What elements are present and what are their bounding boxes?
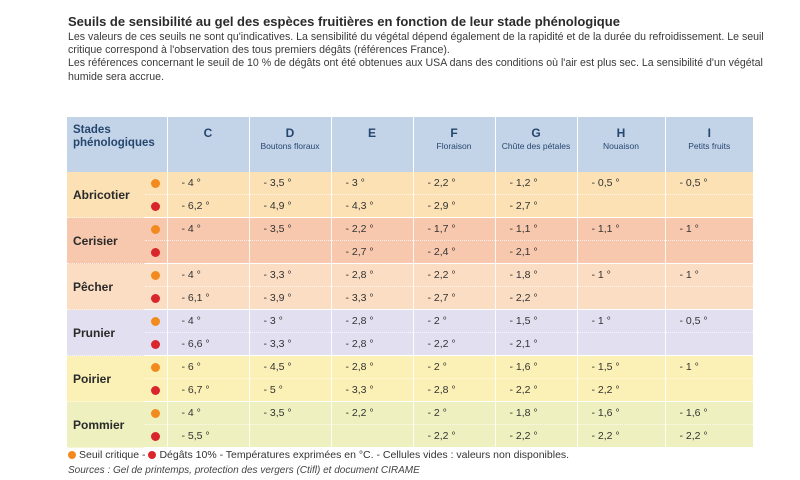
temperature-cell: - 1 ° <box>665 218 753 241</box>
temperature-cell <box>665 333 753 356</box>
table-row <box>67 287 753 310</box>
temperature-cell <box>665 195 753 218</box>
temperature-cell: - 4,3 ° <box>331 195 413 218</box>
critical-threshold-marker <box>145 172 167 195</box>
damage-dot-icon <box>151 386 160 395</box>
temperature-cell: - 2 ° <box>413 356 495 379</box>
temperature-cell: - 6,6 ° <box>167 333 249 356</box>
temperature-cell: - 1,2 ° <box>495 172 577 195</box>
temperature-cell: - 1,7 ° <box>413 218 495 241</box>
temperature-cell: - 3,3 ° <box>249 264 331 287</box>
stage-letter: H <box>616 126 626 140</box>
temperature-cell: - 6,7 ° <box>167 379 249 402</box>
table-body <box>67 172 753 448</box>
header-stage-h <box>577 117 665 172</box>
critical-threshold-marker <box>145 310 167 333</box>
temperature-cell: - 1,6 ° <box>665 402 753 425</box>
temperature-cell: - 2,7 ° <box>495 195 577 218</box>
damage-dot-icon <box>151 248 160 257</box>
temperature-cell: - 1,8 ° <box>495 264 577 287</box>
temperature-cell: - 0,5 ° <box>665 310 753 333</box>
temperature-cell <box>665 287 753 310</box>
species-name: Pêcher <box>67 264 145 310</box>
temperature-cell: - 6 ° <box>167 356 249 379</box>
sources-note: Sources : Gel de printemps, protection des vergers (Ctifl) et document CIRAME <box>68 465 420 476</box>
table-row <box>67 264 753 287</box>
temperature-cell: - 2,7 ° <box>331 241 413 264</box>
legend <box>68 449 768 461</box>
temperature-cell <box>665 241 753 264</box>
damage-threshold-marker <box>145 241 167 264</box>
temperature-cell: - 5,5 ° <box>167 425 249 448</box>
damage-threshold-marker <box>145 333 167 356</box>
temperature-cell: - 4,9 ° <box>249 195 331 218</box>
temperature-cell: - 1 ° <box>665 264 753 287</box>
temperature-cell: - 2,1 ° <box>495 333 577 356</box>
table-row <box>67 333 753 356</box>
temperature-cell: - 5 ° <box>249 379 331 402</box>
temperature-cell: - 2 ° <box>413 310 495 333</box>
intro-paragraph-2: Les références concernant le seuil de 10 % de dégâts ont été obtenues aux USA dans des conditions où l'air est plus sec. La sensibilité d'un végétal humide sera accrue. <box>68 57 763 83</box>
intro-paragraph-1: Les valeurs de ces seuils ne sont qu'indicatives. La sensibilité du végétal dépend également de la rapidité et de la durée du refroidissement. Le seuil critique correspond à l'observation des tous premiers dégâts (références France). <box>68 31 764 57</box>
temperature-cell: - 4 ° <box>167 218 249 241</box>
damage-threshold-marker <box>145 195 167 218</box>
critical-dot-icon <box>151 409 160 418</box>
temperature-cell: - 2,2 ° <box>495 379 577 402</box>
temperature-cell: - 4 ° <box>167 172 249 195</box>
temperature-cell: - 3,5 ° <box>249 172 331 195</box>
stage-name: Boutons floraux <box>260 141 320 151</box>
header-stage-g <box>495 117 577 172</box>
document-title: Seuils de sensibilité au gel des espèces fruitières en fonction de leur stade phénologique <box>68 14 620 29</box>
species-name: Poirier <box>67 356 145 402</box>
temperature-cell: - 3,9 ° <box>249 287 331 310</box>
temperature-cell <box>167 241 249 264</box>
temperature-cell: - 3,5 ° <box>249 402 331 425</box>
temperature-cell <box>577 241 665 264</box>
header-stage-i <box>665 117 753 172</box>
temperature-cell: - 2,2 ° <box>495 287 577 310</box>
temperature-cell: - 1 ° <box>577 264 665 287</box>
temperature-cell: - 2,8 ° <box>331 333 413 356</box>
critical-dot-icon <box>151 271 160 280</box>
species-name: Prunier <box>67 310 145 356</box>
temperature-cell: - 1,6 ° <box>577 402 665 425</box>
critical-dot-icon <box>151 363 160 372</box>
critical-dot-icon <box>151 179 160 188</box>
temperature-cell: - 1 ° <box>665 356 753 379</box>
frost-threshold-table <box>67 117 753 448</box>
table-header-row <box>67 117 753 172</box>
stage-letter: E <box>367 126 376 140</box>
temperature-cell: - 3,5 ° <box>249 218 331 241</box>
temperature-cell: - 1,6 ° <box>495 356 577 379</box>
critical-threshold-marker <box>145 264 167 287</box>
header-stage-c <box>167 117 249 172</box>
species-name: Pommier <box>67 402 145 448</box>
stage-letter: I <box>707 126 711 140</box>
critical-threshold-marker <box>145 218 167 241</box>
table-row <box>67 402 753 425</box>
temperature-cell: - 4 ° <box>167 264 249 287</box>
temperature-cell <box>577 287 665 310</box>
table-row <box>67 195 753 218</box>
stage-name: Chûte des pétales <box>501 141 571 151</box>
temperature-cell: - 2,2 ° <box>577 425 665 448</box>
temperature-cell: - 2,9 ° <box>413 195 495 218</box>
damage-threshold-marker <box>145 287 167 310</box>
temperature-cell: - 1,5 ° <box>495 310 577 333</box>
temperature-cell <box>249 241 331 264</box>
damage-threshold-marker <box>145 379 167 402</box>
legend-critical-label: Seuil critique - <box>79 449 149 461</box>
temperature-cell: - 3,3 ° <box>331 287 413 310</box>
damage-dot-icon <box>151 294 160 303</box>
temperature-cell: - 2,2 ° <box>495 425 577 448</box>
temperature-cell: - 2,8 ° <box>331 356 413 379</box>
stage-letter: C <box>203 126 213 140</box>
table-row <box>67 218 753 241</box>
temperature-cell: - 2,2 ° <box>331 402 413 425</box>
temperature-cell: - 2 ° <box>413 402 495 425</box>
species-name: Cerisier <box>67 218 145 264</box>
temperature-cell: - 2,2 ° <box>665 425 753 448</box>
temperature-cell: - 0,5 ° <box>665 172 753 195</box>
damage-dot-icon <box>151 202 160 211</box>
table-row <box>67 425 753 448</box>
critical-dot-icon <box>151 317 160 326</box>
temperature-cell: - 6,1 ° <box>167 287 249 310</box>
temperature-cell <box>577 195 665 218</box>
stage-letter: F <box>450 126 458 140</box>
temperature-cell: - 2,2 ° <box>331 218 413 241</box>
temperature-cell: - 3,3 ° <box>331 379 413 402</box>
temperature-cell <box>577 333 665 356</box>
temperature-cell: - 2,2 ° <box>577 379 665 402</box>
temperature-cell: - 0,5 ° <box>577 172 665 195</box>
header-stage-e <box>331 117 413 172</box>
temperature-cell: - 2,1 ° <box>495 241 577 264</box>
stage-name: Petits fruits <box>688 141 731 151</box>
temperature-cell: - 4 ° <box>167 310 249 333</box>
temperature-cell <box>331 425 413 448</box>
temperature-cell: - 2,8 ° <box>413 379 495 402</box>
header-stage-f <box>413 117 495 172</box>
stage-letter: D <box>285 126 295 140</box>
damage-dot-icon <box>151 432 160 441</box>
temperature-cell: - 2,2 ° <box>413 425 495 448</box>
table-row <box>67 379 753 402</box>
critical-dot-icon <box>68 451 76 459</box>
intro-text <box>68 31 768 84</box>
temperature-cell: - 6,2 ° <box>167 195 249 218</box>
damage-dot-icon <box>151 340 160 349</box>
legend-damage-label: Dégâts 10% - Températures exprimées en °C. - Cellules vides : valeurs non disponibles. <box>159 449 570 461</box>
species-name: Abricotier <box>67 172 145 218</box>
temperature-cell: - 4,5 ° <box>249 356 331 379</box>
temperature-cell: - 3 ° <box>249 310 331 333</box>
damage-dot-icon <box>148 451 156 459</box>
temperature-cell: - 2,2 ° <box>413 172 495 195</box>
temperature-cell: - 1,1 ° <box>577 218 665 241</box>
temperature-cell <box>249 425 331 448</box>
critical-dot-icon <box>151 225 160 234</box>
header-stage-d <box>249 117 331 172</box>
temperature-cell: - 1 ° <box>577 310 665 333</box>
temperature-cell: - 2,8 ° <box>331 310 413 333</box>
stage-name: Nouaison <box>603 141 639 151</box>
temperature-cell: - 2,4 ° <box>413 241 495 264</box>
critical-threshold-marker <box>145 356 167 379</box>
damage-threshold-marker <box>145 425 167 448</box>
temperature-cell: - 1,1 ° <box>495 218 577 241</box>
table-row <box>67 310 753 333</box>
temperature-cell: - 2,8 ° <box>331 264 413 287</box>
temperature-cell: - 1,8 ° <box>495 402 577 425</box>
critical-threshold-marker <box>145 402 167 425</box>
temperature-cell: - 2,2 ° <box>413 264 495 287</box>
table-row <box>67 241 753 264</box>
temperature-cell: - 2,7 ° <box>413 287 495 310</box>
stage-letter: G <box>531 126 541 140</box>
table-row <box>67 172 753 195</box>
temperature-cell: - 3,3 ° <box>249 333 331 356</box>
temperature-cell <box>665 379 753 402</box>
temperature-cell: - 2,2 ° <box>413 333 495 356</box>
stage-name: Floraison <box>436 141 472 151</box>
temperature-cell: - 4 ° <box>167 402 249 425</box>
temperature-cell: - 3 ° <box>331 172 413 195</box>
table-row <box>67 356 753 379</box>
temperature-cell: - 1,5 ° <box>577 356 665 379</box>
header-stades: Stades phénologiques <box>67 117 167 172</box>
